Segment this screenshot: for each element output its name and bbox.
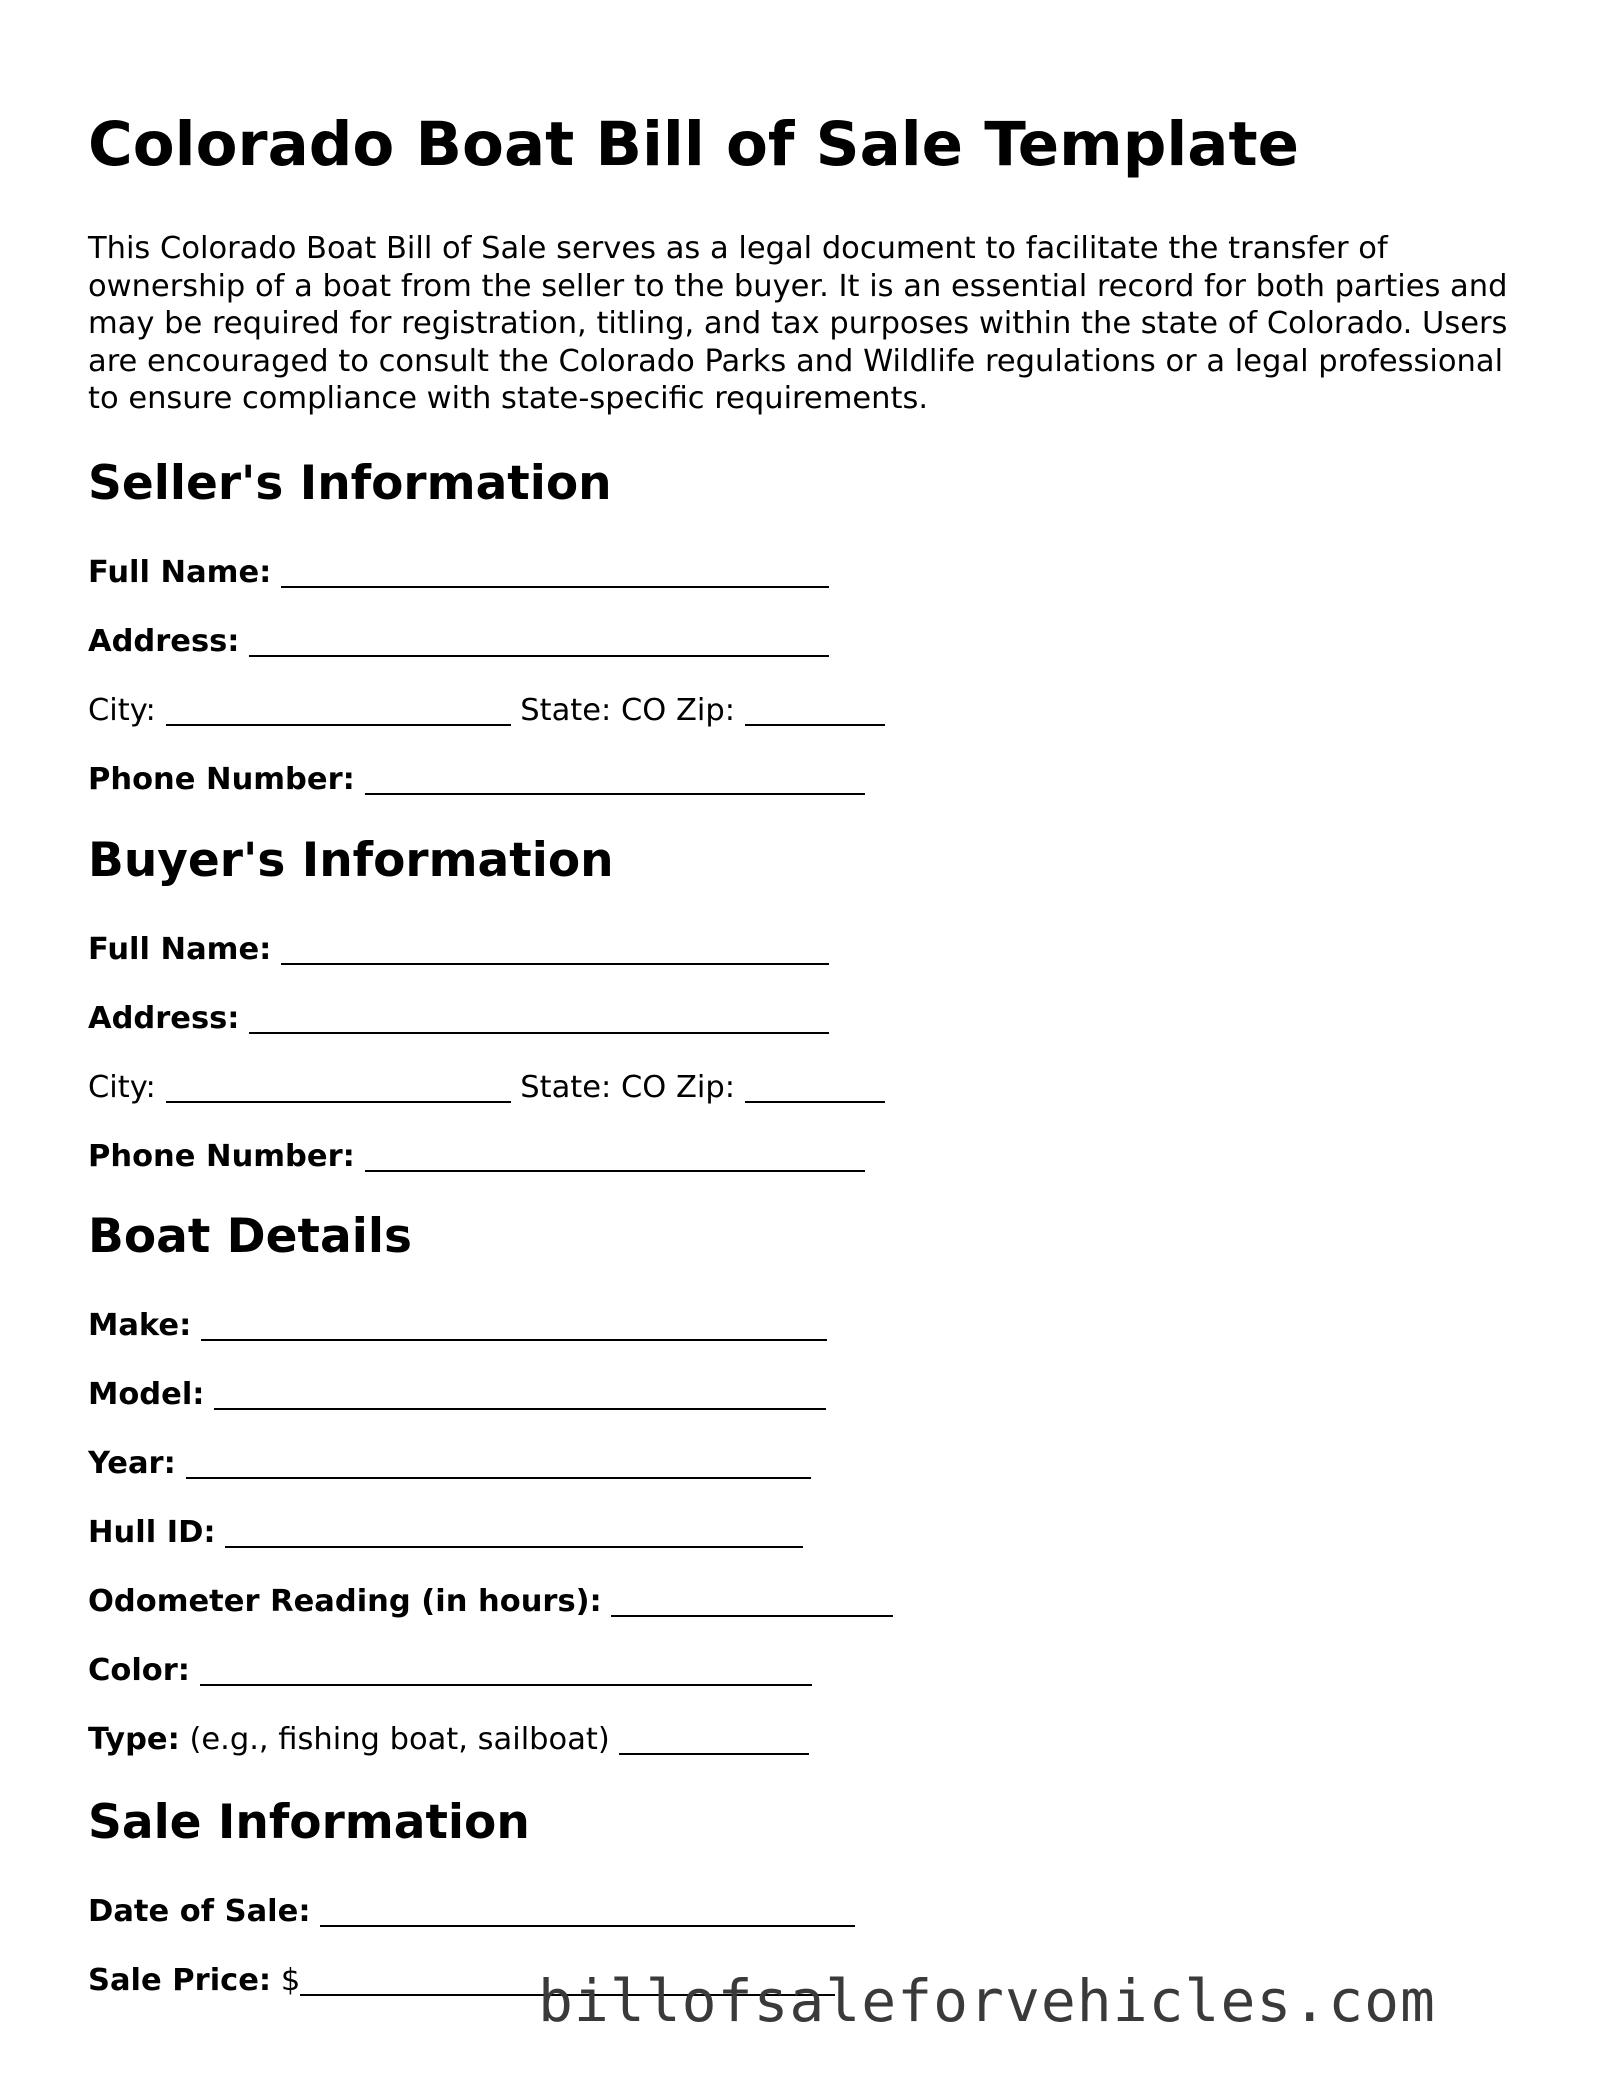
seller-address-label: Address: <box>88 624 240 659</box>
boat-year-label: Year: <box>88 1446 176 1481</box>
seller-address-field[interactable] <box>249 627 829 657</box>
seller-section-heading: Seller's Information <box>88 456 612 511</box>
page-title: Colorado Boat Bill of Sale Template <box>88 109 1299 180</box>
buyer-full-name-label: Full Name: <box>88 932 272 967</box>
boat-make-row <box>88 1308 827 1343</box>
sale-price-label: Sale Price: <box>88 1963 272 1998</box>
buyer-phone-field[interactable] <box>365 1142 865 1172</box>
seller-full-name-field[interactable] <box>281 558 829 588</box>
boat-year-field[interactable] <box>186 1449 811 1479</box>
boat-hull-id-field[interactable] <box>225 1518 803 1548</box>
seller-zip-label: Zip: <box>675 693 735 728</box>
seller-zip-field[interactable] <box>745 696 885 726</box>
boat-type-field[interactable] <box>619 1725 809 1755</box>
sale-date-label: Date of Sale: <box>88 1894 311 1929</box>
seller-city-field[interactable] <box>166 696 511 726</box>
buyer-address-field[interactable] <box>249 1004 829 1034</box>
boat-model-row <box>88 1377 826 1412</box>
seller-state-label: State: CO <box>520 693 667 728</box>
buyer-state-label: State: CO <box>520 1070 667 1105</box>
boat-hull-id-label: Hull ID: <box>88 1515 216 1550</box>
seller-city-state-zip-row <box>88 693 885 728</box>
boat-hull-id-row <box>88 1515 803 1550</box>
boat-color-label: Color: <box>88 1653 190 1688</box>
seller-phone-field[interactable] <box>365 765 865 795</box>
boat-make-field[interactable] <box>201 1311 827 1341</box>
boat-color-row <box>88 1653 812 1688</box>
seller-full-name-row <box>88 555 829 590</box>
buyer-address-label: Address: <box>88 1001 240 1036</box>
buyer-phone-label: Phone Number: <box>88 1139 355 1174</box>
sale-date-field[interactable] <box>320 1897 855 1927</box>
intro-paragraph: This Colorado Boat Bill of Sale serves as a legal document to facilitate the transfer of ownership of a boat from the seller to the buyer. It is an essential record for both parties and may be required for registration, titling, and tax purposes within the state of Colorado. Users are encouraged to consult the Colorado Parks and Wildlife regulations or a legal professional to ensure compliance with state-specific requirements. <box>88 231 1508 416</box>
boat-type-hint: (e.g., fishing boat, sailboat) <box>189 1722 610 1757</box>
buyer-section-heading: Buyer's Information <box>88 833 614 888</box>
seller-phone-row <box>88 762 865 797</box>
buyer-zip-field[interactable] <box>745 1073 885 1103</box>
seller-full-name-label: Full Name: <box>88 555 272 590</box>
boat-model-label: Model: <box>88 1377 205 1412</box>
buyer-city-field[interactable] <box>166 1073 511 1103</box>
boat-year-row <box>88 1446 811 1481</box>
buyer-full-name-row <box>88 932 829 967</box>
boat-model-field[interactable] <box>214 1380 826 1410</box>
buyer-zip-label: Zip: <box>675 1070 735 1105</box>
boat-type-label: Type: <box>88 1722 180 1757</box>
seller-address-row <box>88 624 829 659</box>
seller-phone-label: Phone Number: <box>88 762 355 797</box>
watermark-text: billofsaleforvehicles.com <box>538 1967 1436 2035</box>
boat-color-field[interactable] <box>200 1656 812 1686</box>
boat-section-heading: Boat Details <box>88 1209 412 1264</box>
boat-type-row <box>88 1722 809 1757</box>
buyer-address-row <box>88 1001 829 1036</box>
currency-symbol: $ <box>280 1963 301 1998</box>
buyer-city-label: City: <box>88 1070 156 1105</box>
buyer-full-name-field[interactable] <box>281 935 829 965</box>
sale-date-row <box>88 1894 855 1929</box>
seller-city-label: City: <box>88 693 156 728</box>
boat-odometer-field[interactable] <box>611 1587 893 1617</box>
boat-make-label: Make: <box>88 1308 192 1343</box>
sale-section-heading: Sale Information <box>88 1795 530 1850</box>
buyer-phone-row <box>88 1139 865 1174</box>
boat-odometer-row <box>88 1584 893 1619</box>
boat-odometer-label: Odometer Reading (in hours): <box>88 1584 602 1619</box>
buyer-city-state-zip-row <box>88 1070 885 1105</box>
